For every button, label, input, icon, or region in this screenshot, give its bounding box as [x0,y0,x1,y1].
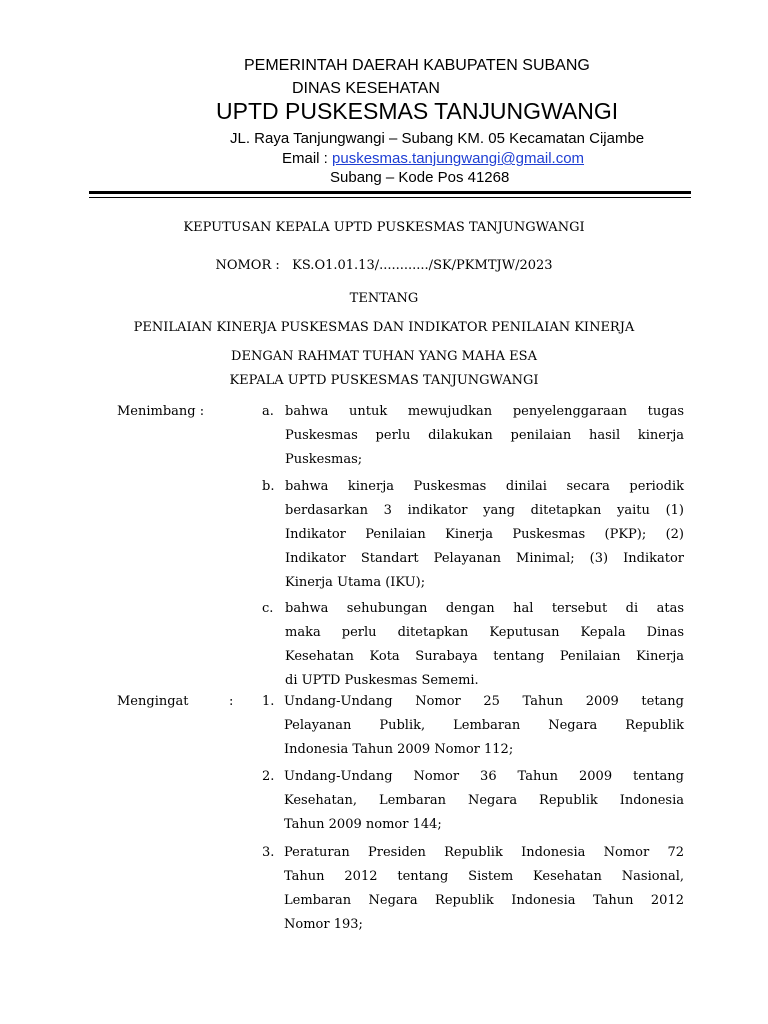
list-item-line: Indikator Penilaian Kinerja Puskesmas (PKP); (2) [285,527,684,542]
list-item-line: Nomor 193; [284,917,363,932]
list-marker: b. [262,479,275,494]
decree-number: NOMOR : KS.O1.01.13/............/SK/PKMTJW/2023 [215,258,553,273]
list-marker: a. [262,404,274,419]
list-marker: c. [262,601,274,616]
list-item-line: Kesehatan, Lembaran Negara Republik Indonesia [284,793,684,808]
list-item-line: maka perlu ditetapkan Keputusan Kepala Dinas [285,625,684,640]
list-item-line: Pelayanan Publik, Lembaran Negara Republik [284,718,684,733]
letterhead-institution: UPTD PUSKESMAS TANJUNGWANGI [216,98,619,124]
mengingat-label: Mengingat [117,694,189,709]
letterhead-postal: Subang – Kode Pos 41268 [330,169,510,186]
letterhead-address: JL. Raya Tanjungwangi – Subang KM. 05 Kecamatan Cijambe [230,130,645,147]
decree-issuer: KEPALA UPTD PUSKESMAS TANJUNGWANGI [229,373,539,388]
list-item-line: Peraturan Presiden Republik Indonesia Nomor 72 [284,845,684,860]
list-item-line: Undang-Undang Nomor 25 Tahun 2009 tetang [284,694,684,709]
decree-tentang: TENTANG [349,291,419,306]
email-label: Email : [282,150,333,167]
list-item-line: Lembaran Negara Republik Indonesia Tahun 2012 [284,893,684,908]
list-item-line: Kesehatan Kota Surabaya tentang Penilaian Kinerja [285,649,684,664]
list-item-line: Indikator Standart Pelayanan Minimal; (3) Indikator [285,551,684,566]
mengingat-colon: : [229,694,234,709]
decree-title: KEPUTUSAN KEPALA UPTD PUSKESMAS TANJUNGWANGI [183,220,585,235]
letterhead-government: PEMERINTAH DAERAH KABUPATEN SUBANG [244,57,590,74]
list-item-line: bahwa kinerja Puskesmas dinilai secara periodik [285,479,684,494]
list-item-line: Tahun 2009 nomor 144; [284,817,442,832]
list-item-line: bahwa untuk mewujudkan penyelenggaraan tugas [285,404,684,419]
decree-subject: PENILAIAN KINERJA PUSKESMAS DAN INDIKATOR PENILAIAN KINERJA [133,320,635,335]
list-item-line: Kinerja Utama (IKU); [285,575,426,590]
menimbang-label: Menimbang : [117,404,205,419]
list-item-line: Puskesmas perlu dilakukan penilaian hasil kinerja [285,428,684,443]
letterhead-divider-thin [89,197,691,198]
list-item-line: bahwa sehubungan dengan hal tersebut di atas [285,601,684,616]
list-marker: 1. [262,694,275,709]
letterhead-email-line [282,150,584,167]
list-item-line: Undang-Undang Nomor 36 Tahun 2009 tentang [284,769,684,784]
list-item-line: Puskesmas; [285,452,363,467]
list-item-line: berdasarkan 3 indikator yang ditetapkan yaitu (1) [285,503,684,518]
list-marker: 2. [262,769,275,784]
letterhead-divider-thick [89,191,691,194]
list-item-line: Indonesia Tahun 2009 Nomor 112; [284,742,514,757]
list-item-line: Tahun 2012 tentang Sistem Kesehatan Nasional, [284,869,684,884]
decree-blessing: DENGAN RAHMAT TUHAN YANG MAHA ESA [231,349,537,364]
letterhead-department: DINAS KESEHATAN [292,80,440,97]
list-item-line: di UPTD Puskesmas Sememi. [285,673,479,688]
email-link[interactable]: puskesmas.tanjungwangi@gmail.com [332,150,585,167]
list-marker: 3. [262,845,275,860]
